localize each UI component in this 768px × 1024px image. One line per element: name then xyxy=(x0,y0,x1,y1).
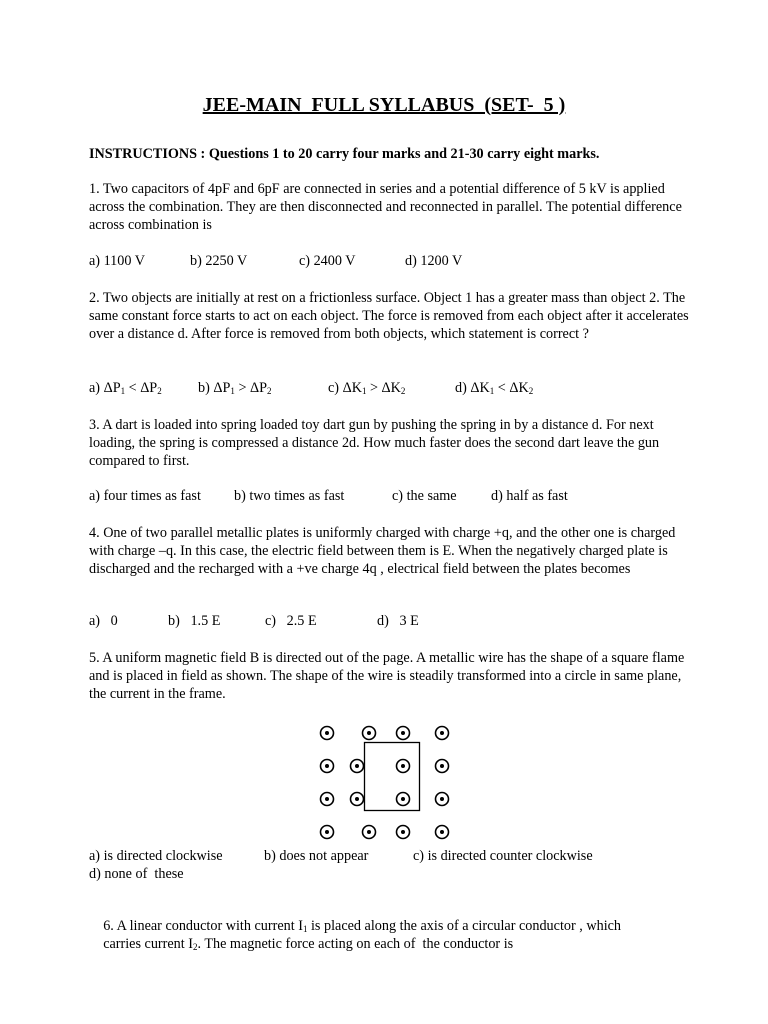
field-out-of-page-icon xyxy=(436,727,449,740)
q2-a-sub2: 2 xyxy=(157,386,162,396)
q1-option-b: b) 2250 V xyxy=(190,253,248,269)
q3-option-b: b) two times as fast xyxy=(234,488,345,504)
q6-line1-post: is placed along the axis of a circular conductor , which xyxy=(307,918,622,934)
q4-option-b: b) 1.5 E xyxy=(168,613,221,629)
q2-a-pre: a) ΔP xyxy=(89,380,121,396)
q3-option-c: c) the same xyxy=(392,488,457,504)
field-out-of-page-icon xyxy=(321,760,334,773)
field-out-of-page-icon xyxy=(397,727,410,740)
question-1-text: 1. Two capacitors of 4pF and 6pF are connected in series and a potential difference of 5 kV is applied across the combination. They are then disconnected and reconnected in parallel. The potential difference across combination is xyxy=(89,181,682,234)
magnetic-field-figure xyxy=(310,716,460,842)
q1-option-c: c) 2400 V xyxy=(299,253,356,269)
field-out-of-page-icon xyxy=(363,826,376,839)
q2-d-sub2: 2 xyxy=(528,386,534,396)
question-2-text: 2. Two objects are initially at rest on a frictionless surface. Object 1 has a greater mass than object 2. The same constant force starts to act on each object. The force is removed from each object after it accelerates over a distance d. After force is removed from both objects, which statement is correct ? xyxy=(89,290,689,343)
q2-d-mid: < ΔK xyxy=(494,380,529,396)
field-out-of-page-icon xyxy=(321,727,334,740)
q2-c-sub1: 1 xyxy=(361,386,367,396)
question-5-text: 5. A uniform magnetic field B is directed out of the page. A metallic wire has the shape of a square flame and is placed in field as shown. The shape of the wire is steadily transformed into a circle in same plane, the current in the frame. xyxy=(89,650,685,703)
q1-option-d: d) 1200 V xyxy=(405,253,463,269)
q3-option-a: a) four times as fast xyxy=(89,488,201,504)
page-title: JEE-MAIN FULL SYLLABUS (SET- 5 ) xyxy=(202,94,566,116)
q4-option-a: a) 0 xyxy=(89,613,118,629)
q2-option-a xyxy=(89,380,162,397)
field-out-of-page-icon xyxy=(321,826,334,839)
q4-option-d: d) 3 E xyxy=(377,613,419,629)
q4-option-c: c) 2.5 E xyxy=(265,613,317,629)
q2-b-pre: b) ΔP xyxy=(198,380,231,396)
q2-d-sub1: 1 xyxy=(489,386,495,396)
question-3-text: 3. A dart is loaded into spring loaded toy dart gun by pushing the spring in by a distance d. For next loading, the spring is compressed a distance 2d. How much faster does the second dart leave the gun compared to first. xyxy=(89,417,660,470)
q2-b-sub1: 1 xyxy=(230,386,235,396)
q2-d-pre: d) ΔK xyxy=(455,380,490,396)
q1-option-a: a) 1100 V xyxy=(89,253,145,269)
q2-option-c xyxy=(328,380,405,397)
field-out-of-page-icon xyxy=(363,727,376,740)
q2-b-mid: > ΔP xyxy=(234,380,267,396)
q5-option-b: b) does not appear xyxy=(264,848,369,864)
q6-line1-pre: 6. A linear conductor with current I xyxy=(103,918,303,934)
q6-line2-pre: carries current I xyxy=(103,936,193,952)
field-out-of-page-icon xyxy=(351,760,364,773)
field-out-of-page-icon xyxy=(397,826,410,839)
instructions: INSTRUCTIONS : Questions 1 to 20 carry four marks and 21-30 carry eight marks. xyxy=(89,146,600,162)
q2-option-d xyxy=(455,380,533,397)
q5-option-d: d) none of these xyxy=(89,866,184,882)
q6-line2-post: . The magnetic force acting on each of the conductor is xyxy=(197,936,514,952)
q3-option-d: d) half as fast xyxy=(491,488,568,504)
q2-c-pre: c) ΔK xyxy=(328,380,362,396)
q5-option-c: c) is directed counter clockwise xyxy=(413,848,593,864)
q6-line1-sub: 1 xyxy=(302,924,308,934)
q2-c-mid: > ΔK xyxy=(366,380,401,396)
q2-b-sub2: 2 xyxy=(267,386,272,396)
q2-a-sub1: 1 xyxy=(120,386,126,396)
square-wire-frame xyxy=(365,743,420,811)
field-out-of-page-icon xyxy=(436,793,449,806)
q5-option-a: a) is directed clockwise xyxy=(89,848,223,864)
q2-c-sub2: 2 xyxy=(400,386,406,396)
field-out-of-page-icon xyxy=(351,793,364,806)
question-6-line-2 xyxy=(89,919,513,970)
field-out-of-page-icon xyxy=(321,793,334,806)
field-out-of-page-icon xyxy=(397,760,410,773)
q2-option-b xyxy=(198,380,272,397)
q6-line2-sub: 2 xyxy=(192,942,198,952)
q2-a-mid: < ΔP xyxy=(125,380,158,396)
question-4-text: 4. One of two parallel metallic plates is uniformly charged with charge +q, and the other one is charged with charge –q. In this case, the electric field between them is E. When the negatively charged plate is discharged and the recharged with a +ve charge 4q , electrical field between the plates becomes xyxy=(89,525,676,578)
field-out-of-page-icon xyxy=(436,760,449,773)
field-out-of-page-icon xyxy=(436,826,449,839)
field-out-of-page-icon xyxy=(397,793,410,806)
